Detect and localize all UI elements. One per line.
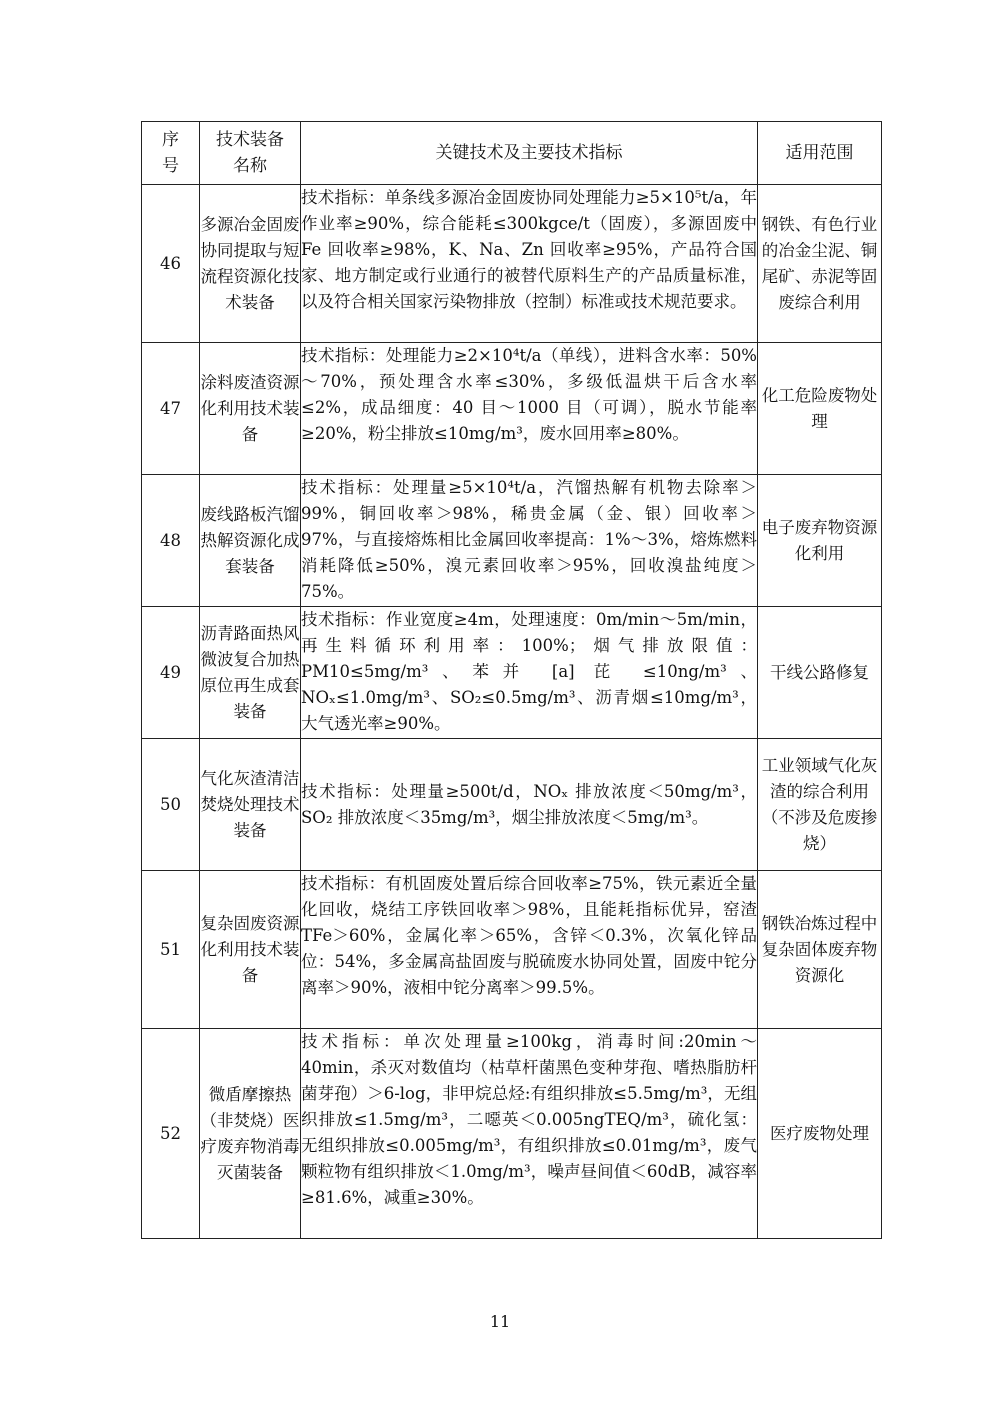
technical-indicators: 技术指标：单条线多源冶金固废协同处理能力≥5×10⁵t/a，年作业率≥90%，综合能耗≤300kgce/t（固废），多源固废中 Fe 回收率≥98%，K、Na、Zn 回收率≥95%，产品符合国家、地方制定或行业通行的被替代原料生产的产品质量标准，以及符合相关国家污染物排放（控制）标准或技术规范要求。	[301, 185, 758, 343]
table-row	[142, 739, 882, 871]
application-scope: 医疗废物处理	[758, 1029, 882, 1239]
equipment-name: 复杂固废资源化利用技术装备	[200, 871, 301, 1029]
equipment-name: 气化灰渣清洁焚烧处理技术装备	[200, 739, 301, 871]
technical-indicators: 技术指标：作业宽度≥4m，处理速度：0m/min～5m/min，再生料循环利用率：100%；烟气排放限值：PM10≤5mg/m³、苯并 [a] 芘 ≤10ng/m³、NOₓ≤1.0mg/m³、SO₂≤0.5mg/m³、沥青烟≤10mg/m³，大气透光率≥90%。	[301, 607, 758, 739]
equipment-name: 废线路板汽馏热解资源化成套装备	[200, 475, 301, 607]
row-number: 50	[142, 739, 200, 871]
table-row	[142, 1029, 882, 1239]
equipment-name: 微盾摩擦热（非焚烧）医疗废弃物消毒灭菌装备	[200, 1029, 301, 1239]
table-row	[142, 185, 882, 343]
table-header-row	[142, 122, 882, 185]
equipment-table	[141, 121, 882, 1239]
application-scope: 钢铁、有色行业的冶金尘泥、铜尾矿、赤泥等固废综合利用	[758, 185, 882, 343]
row-number: 48	[142, 475, 200, 607]
table-row	[142, 343, 882, 475]
table-row	[142, 475, 882, 607]
technical-indicators: 技术指标：处理量≥500t/d，NOₓ 排放浓度＜50mg/m³，SO₂ 排放浓度＜35mg/m³，烟尘排放浓度＜5mg/m³。	[301, 739, 758, 871]
technical-indicators: 技术指标：处理能力≥2×10⁴t/a（单线），进料含水率：50%～70%，预处理含水率≤30%，多级低温烘干后含水率≤2%，成品细度：40 目～1000 目（可调），脱水节能率≥20%，粉尘排放≤10mg/m³，废水回用率≥80%。	[301, 343, 758, 475]
page-number: 11	[489, 1312, 511, 1331]
equipment-name: 沥青路面热风微波复合加热原位再生成套装备	[200, 607, 301, 739]
row-number: 49	[142, 607, 200, 739]
application-scope: 电子废弃物资源化利用	[758, 475, 882, 607]
table-row	[142, 871, 882, 1029]
header-scope: 适用范围	[758, 122, 882, 185]
row-number: 51	[142, 871, 200, 1029]
header-name: 技术装备名称	[200, 122, 301, 185]
row-number: 46	[142, 185, 200, 343]
header-seq: 序号	[142, 122, 200, 185]
application-scope: 干线公路修复	[758, 607, 882, 739]
row-number: 47	[142, 343, 200, 475]
technical-indicators: 技术指标：处理量≥5×10⁴t/a，汽馏热解有机物去除率＞99%，铜回收率＞98%，稀贵金属（金、银）回收率＞97%，与直接熔炼相比金属回收率提高：1%～3%，熔炼燃料消耗降低≥50%，溴元素回收率＞95%，回收溴盐纯度＞75%。	[301, 475, 758, 607]
application-scope: 钢铁冶炼过程中复杂固体废弃物资源化	[758, 871, 882, 1029]
application-scope: 工业领域气化灰渣的综合利用（不涉及危废掺烧）	[758, 739, 882, 871]
technical-indicators: 技术指标：有机固废处置后综合回收率≥75%，铁元素近全量化回收，烧结工序铁回收率＞98%，且能耗指标优异，窑渣 TFe＞60%，金属化率＞65%，含锌＜0.3%，次氧化锌品位：54%，多金属高盐固废与脱硫废水协同处置，固废中铊分离率＞90%，液相中铊分离率＞99.5%。	[301, 871, 758, 1029]
equipment-name: 涂料废渣资源化利用技术装备	[200, 343, 301, 475]
row-number: 52	[142, 1029, 200, 1239]
header-indicators: 关键技术及主要技术指标	[301, 122, 758, 185]
table-row	[142, 607, 882, 739]
technical-indicators: 技术指标：单次处理量≥100kg，消毒时间:20min～40min，杀灭对数值均（枯草杆菌黑色变种芽孢、嗜热脂肪杆菌芽孢）＞6-log，非甲烷总烃:有组织排放≤5.5mg/m³，无组织排放≤1.5mg/m³，二噁英＜0.005ngTEQ/m³，硫化氢：无组织排放≤0.005mg/m³，有组织排放≤0.01mg/m³，废气颗粒物有组织排放＜1.0mg/m³，噪声昼间值＜60dB，减容率≥81.6%，减重≥30%。	[301, 1029, 758, 1239]
equipment-name: 多源冶金固废协同提取与短流程资源化技术装备	[200, 185, 301, 343]
application-scope: 化工危险废物处理	[758, 343, 882, 475]
